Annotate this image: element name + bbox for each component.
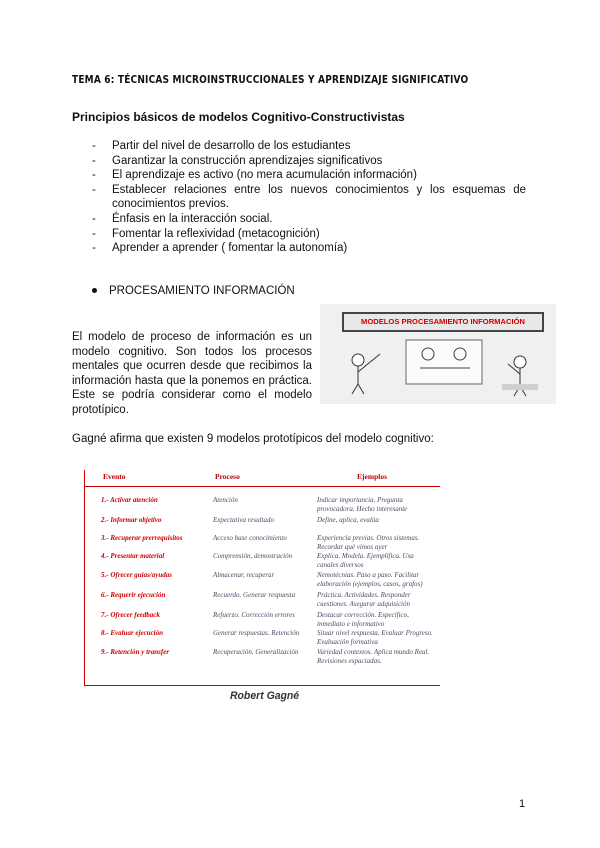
ejemplos-cell: Define, aplica, evalúa bbox=[317, 516, 379, 524]
evento-cell: 4.- Presentar material bbox=[101, 552, 165, 560]
cartoon-figures-icon bbox=[320, 304, 556, 404]
section-subtitle: Principios básicos de modelos Cognitivo-Constructivistas bbox=[72, 110, 405, 124]
document-title: TEMA 6: TÉCNICAS MICROINSTRUCCIONALES Y APRENDIZAJE SIGNIFICATIVO bbox=[72, 74, 469, 86]
principles-list bbox=[92, 139, 526, 256]
gagne-events-table bbox=[84, 470, 440, 686]
proceso-cell: Expectativa resultado bbox=[213, 516, 274, 524]
evento-cell: 3.- Recuperar prerrequisitos bbox=[101, 534, 183, 542]
list-item: - Partir del nivel de desarrollo de los estudiantes bbox=[92, 139, 526, 154]
proceso-cell: Almacenar, recuperar bbox=[213, 571, 275, 579]
evento-cell: 7.- Ofrecer feedback bbox=[101, 611, 160, 619]
section-heading-text: PROCESAMIENTO INFORMACIÓN bbox=[109, 285, 295, 297]
header-ejemplos: Ejemplos bbox=[357, 472, 387, 481]
evento-cell: 1.- Activar atención bbox=[101, 496, 158, 504]
ejemplos-cell: Indicar importancia. Pregunta provocadora. Hecho interesante bbox=[317, 496, 408, 513]
list-item: - Aprender a aprender ( fomentar la autonomía) bbox=[92, 241, 526, 256]
ejemplos-cell: Destacar corrección. Específico, inmediato e informativo bbox=[317, 611, 409, 628]
evento-cell: 2.- Informar objetivo bbox=[101, 516, 162, 524]
page-number: 1 bbox=[519, 798, 526, 810]
image-caption: Robert Gagné bbox=[230, 690, 300, 702]
illustration-image bbox=[320, 304, 556, 404]
ejemplos-cell: Práctica. Actividades. Responder cuestiones. Asegurar adquisición bbox=[317, 591, 411, 608]
ejemplos-cell: Variedad contextos. Aplica mundo Real. Revisiones espaciadas. bbox=[317, 648, 430, 665]
header-proceso: Proceso bbox=[215, 472, 240, 481]
ejemplos-cell: Explica. Modela. Ejemplifica. Usa canales diversos bbox=[317, 552, 414, 569]
list-item: - Énfasis en la interacción social. bbox=[92, 212, 526, 227]
list-item: - Establecer relaciones entre los nuevos conocimientos y los esquemas de conocimientos previos. bbox=[92, 183, 526, 212]
evento-cell: 9.- Retención y transfer bbox=[101, 648, 170, 656]
table-header bbox=[85, 472, 440, 487]
ejemplos-cell: Situar nivel respuesta. Evaluar Progreso. Evaluación formativa bbox=[317, 629, 433, 646]
header-evento: Evento bbox=[103, 472, 126, 481]
proceso-cell: Comprensión, demostración bbox=[213, 552, 293, 560]
list-item: - Garantizar la construcción aprendizajes significativos bbox=[92, 154, 526, 169]
ejemplos-cell: Nemotécnias. Paso a paso. Facilitar elaboración (ejemplos, casos, grafos) bbox=[317, 571, 423, 588]
proceso-cell: Recuperación. Generalización bbox=[213, 648, 299, 656]
evento-cell: 6.- Requerir ejecución bbox=[101, 591, 166, 599]
proceso-cell: Atención bbox=[213, 496, 238, 504]
evento-cell: 5.- Ofrecer guías/ayudas bbox=[101, 571, 172, 579]
section-heading bbox=[92, 285, 295, 297]
list-item: - Fomentar la reflexividad (metacognición) bbox=[92, 227, 526, 242]
proceso-cell: Refuerzo. Corrección errores bbox=[213, 611, 295, 619]
gagne-intro: Gagné afirma que existen 9 modelos prototípicos del modelo cognitivo: bbox=[72, 433, 434, 445]
bullet-icon bbox=[92, 288, 97, 293]
body-paragraph: El modelo de proceso de información es un modelo cognitivo. Son todos los procesos mentales que ocurren desde que recibimos la información hasta que la ponemos en práctica. Este se podría considerar como el modelo prototípico. bbox=[72, 331, 312, 416]
evento-cell: 8.- Evaluar ejecución bbox=[101, 629, 164, 637]
proceso-cell: Recuerdo. Generar respuesta bbox=[213, 591, 296, 599]
ejemplos-cell: Experiencia previas. Otros sistemas. Recordar qué vimos ayer bbox=[317, 534, 420, 551]
list-item: - El aprendizaje es activo (no mera acumulación información) bbox=[92, 168, 526, 183]
image-banner: MODELOS PROCESAMIENTO INFORMACIÓN bbox=[342, 312, 544, 332]
proceso-cell: Generar respuestas. Retención bbox=[213, 629, 300, 637]
proceso-cell: Acceso base conocimiento bbox=[213, 534, 287, 542]
